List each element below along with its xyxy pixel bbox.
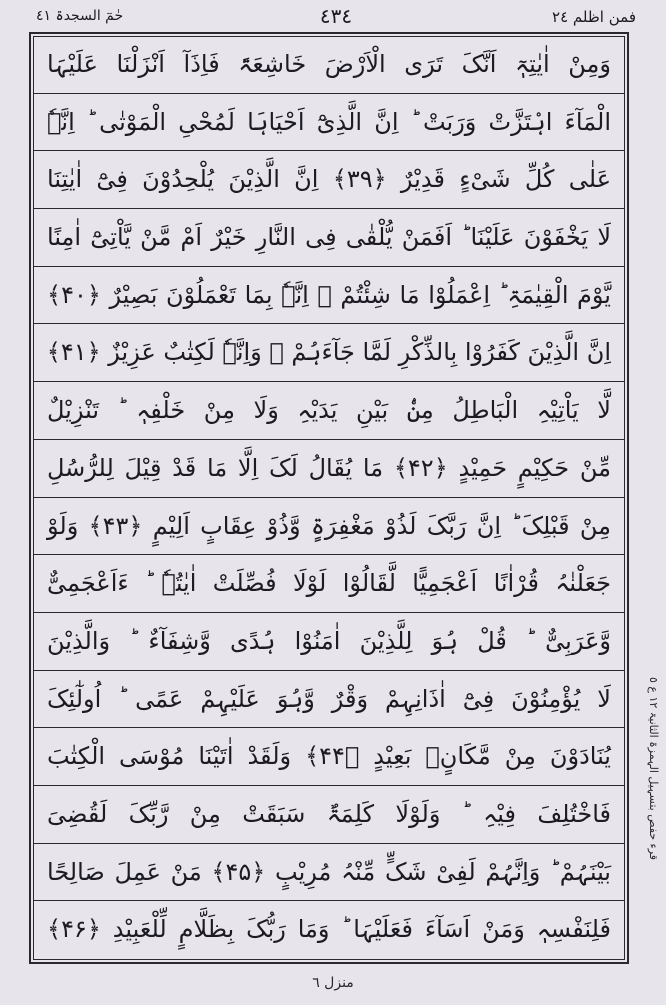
text-line-8: مِّنْ حَکِیْمٍ حَمِیْدٍ ﴿۴۲﴾ مَا یُقَالُ لَکَ اِلَّا مَا قَدْ قِیْلَ لِلرُّسُلِ <box>33 440 625 498</box>
text-line-3: عَلٰی کُلِّ شَیْءٍ قَدِیْرٌ ﴿۳۹﴾ اِنَّ الَّذِیْنَ یُلْحِدُوْنَ فِیْٓ اٰیٰتِنَا <box>33 151 625 209</box>
text-line-4: لَا یَخْفَوْنَ عَلَیْنَا ؕ اَفَمَنْ یُّلْقٰی فِی النَّارِ خَیْرٌ اَمْ مَّنْ یَّاْتِیْٓ اٰمِنًا <box>33 209 625 267</box>
page-header <box>36 4 636 34</box>
text-line-10: جَعَلْنٰہُ قُرْاٰنًا اَعْجَمِیًّا لَّقَالُوْا لَوْلَا فُصِّلَتْ اٰیٰتُہٗ ؕ ءَاَعْجَمِیٌّ <box>33 555 625 613</box>
ruku-marker: ع ٥ <box>647 676 660 693</box>
text-line-6: اِنَّ الَّذِیْنَ کَفَرُوْا بِالذِّکْرِ لَمَّا جَآءَہُمْ ۚ وَاِنَّہٗ لَکِتٰبٌ عَزِیْزٌ ﴿۴۱﴾ <box>33 324 625 382</box>
text-line-7: لَّا یَاْتِیْہِ الْبَاطِلُ مِنْۢ بَیْنِ یَدَیْہِ وَلَا مِنْ خَلْفِہٖ ؕ تَنْزِیْلٌ <box>33 382 625 440</box>
quran-text-block <box>33 36 625 959</box>
text-line-9: مِنْ قَبْلِکَ ؕ اِنَّ رَبَّکَ لَذُوْ مَغْفِرَۃٍ وَّذُوْ عِقَابٍ اَلِیْمٍ ﴿۴۳﴾ وَلَوْ <box>33 498 625 556</box>
text-line-1: وَمِنْ اٰیٰتِہٖٓ اَنَّکَ تَرَی الْاَرْضَ خَاشِعَۃً فَاِذَآ اَنْزَلْنَا عَلَیْہَا <box>33 36 625 94</box>
juz-name: فمن اظلم ٢٤ <box>552 8 636 26</box>
surah-name: حٰمٓ السجدۃ ٤١ <box>36 8 124 24</box>
text-line-11: وَّعَرَبِیٌّ ؕ قُلْ ہُوَ لِلَّذِیْنَ اٰمَنُوْا ہُدًی وَّشِفَآءٌ ؕ وَالَّذِیْنَ <box>33 613 625 671</box>
text-line-12: لَا یُؤْمِنُوْنَ فِیْٓ اٰذَانِہِمْ وَقْرٌ وَّہُوَ عَلَیْہِمْ عَمًی ؕ اُولٰٓئِکَ <box>33 671 625 729</box>
text-line-13: یُنَادَوْنَ مِنْ مَّکَانٍۢ بَعِیْدٍ ﴿۴۴﴾ وَلَقَدْ اٰتَیْنَا مُوْسَی الْکِتٰبَ <box>33 728 625 786</box>
margin-note <box>636 560 660 860</box>
text-line-2: الْمَآءَ اہْتَزَّتْ وَرَبَتْ ؕ اِنَّ الَّذِیْٓ اَحْیَاہَا لَمُحْیِ الْمَوْتٰی ؕ اِنَّہٗ <box>33 94 625 152</box>
text-line-14: فَاخْتُلِفَ فِیْہِ ؕ وَلَوْلَا کَلِمَۃٌ سَبَقَتْ مِنْ رَّبِّکَ لَقُضِیَ <box>33 786 625 844</box>
text-line-16: فَلِنَفْسِہٖ وَمَنْ اَسَآءَ فَعَلَیْہَا ؕ وَمَا رَبُّکَ بِظَلَّامٍ لِّلْعَبِیْدِ ﴿۴۶﴾ <box>47 915 611 944</box>
text-line-15: بَیْنَہُمْ ؕ وَاِنَّہُمْ لَفِیْ شَکٍّ مِّنْہُ مُرِیْبٍ ﴿۴۵﴾ مَنْ عَمِلَ صَالِحًا <box>33 844 625 902</box>
margin-note-text: قرء حفص بتسہیل الہمزۃ الثانیۃ ١٢ <box>647 696 660 860</box>
manzil-footer: منزل ٦ <box>312 975 354 991</box>
text-line-5: یَّوْمَ الْقِیٰمَۃِ ؕ اِعْمَلُوْا مَا شِئْتُمْ ۙ اِنَّہٗ بِمَا تَعْمَلُوْنَ بَصِیْرٌ ﴿۴۰﴾ <box>33 267 625 325</box>
page-number: ٤٣٤ <box>319 4 353 28</box>
